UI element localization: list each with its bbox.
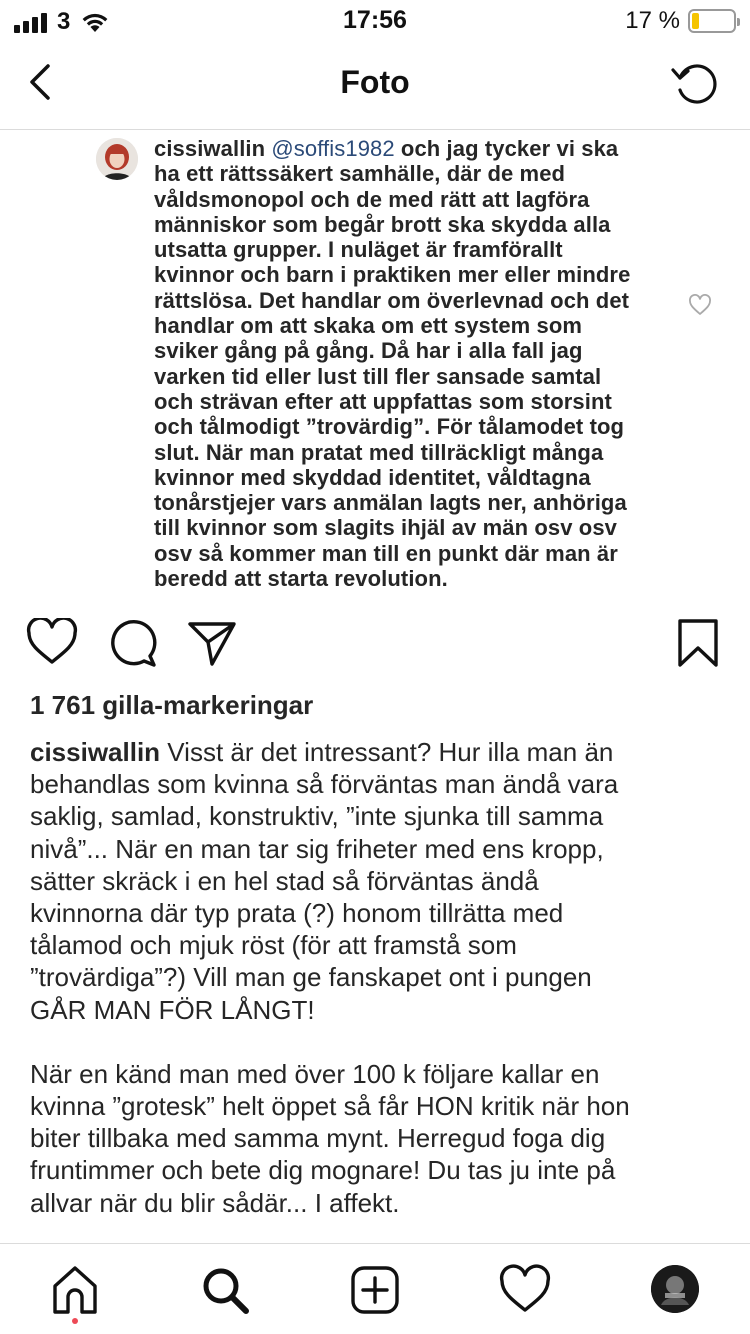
comment-line: människor som begår brott ska skydda alla — [154, 211, 611, 237]
bookmark-icon[interactable] — [676, 618, 720, 668]
comment-line: våldsmonopol och de med rätt att lagföra — [154, 186, 590, 212]
status-bar — [0, 0, 750, 40]
new-post-icon[interactable] — [349, 1264, 401, 1316]
caption-line: fruntimmer och bete dig mognare! Du tas ju inte på — [30, 1155, 616, 1186]
status-time: 17:56 — [343, 6, 407, 34]
caption-line: tålamod och mjuk röst (för att framstå som — [30, 930, 517, 961]
comment-line: kvinnor och barn i praktiken mer eller mindre — [154, 262, 631, 288]
comment-text — [154, 136, 674, 591]
tab-bar — [0, 1243, 750, 1334]
battery-percent: 17 % — [625, 7, 680, 34]
caption-line: GÅR MAN FÖR LÅNGT! — [30, 994, 315, 1025]
caption-line: När en känd man med över 100 k följare kallar en — [30, 1058, 600, 1089]
caption-username[interactable]: cissiwallin — [30, 737, 161, 767]
activity-icon[interactable] — [499, 1264, 551, 1316]
refresh-icon[interactable] — [670, 58, 722, 110]
comment-line: varken tid eller lust till fler sansade samtal — [154, 363, 602, 389]
comment-line: och jag tycker vi ska — [394, 136, 619, 161]
nav-header — [0, 40, 750, 130]
comment-like-icon — [688, 294, 712, 316]
comment-line: sviker gång på gång. Då har i alla fall jag — [154, 338, 583, 364]
caption — [30, 736, 730, 1219]
post-image[interactable] — [0, 130, 750, 600]
caption-line: nivå”... När en man tar sig friheter med ens kropp, — [30, 833, 604, 864]
likes-count[interactable]: 1 761 gilla-markeringar — [30, 690, 314, 720]
battery-level — [692, 13, 699, 29]
comment-line: rättslösa. Det handlar om överlevnad och det — [154, 287, 630, 313]
heart-icon[interactable] — [26, 618, 78, 666]
caption-paragraph — [30, 736, 730, 1026]
comment-line: beredd att starta revolution. — [154, 566, 448, 592]
comment-icon[interactable] — [108, 618, 158, 668]
comment-avatar — [96, 138, 138, 180]
caption-line: saklig, samlad, konstruktiv, ”inte sjunka till samma — [30, 801, 604, 832]
caption-line: ”trovärdiga”?) Vill man ge fanskapet ont i pungen — [30, 962, 592, 993]
carrier-label: 3 — [57, 8, 71, 35]
home-icon[interactable] — [49, 1264, 101, 1316]
caption-line: sätter skräck i en hel stad så förväntas ändå — [30, 865, 539, 896]
caption-line: allvar när du blir sådär... I affekt. — [30, 1187, 400, 1218]
comment-line: osv så kommer man till en punkt där man är — [154, 540, 618, 566]
profile-avatar[interactable] — [651, 1265, 699, 1313]
caption-line: behandlas som kvinna så förväntas man ändå vara — [30, 769, 619, 800]
search-icon[interactable] — [199, 1264, 251, 1316]
comment-line: handlar om att skaka om ett system som — [154, 313, 583, 339]
comment-mention: @soffis1982 — [271, 136, 395, 161]
comment-line: till kvinnor som slagits ihjäl av män osv osv — [154, 515, 617, 541]
comment-line: kvinnor med skyddad identitet, våldtagna — [154, 464, 591, 490]
caption-line: biter tillbaka med samma mynt. Herregud foga dig — [30, 1123, 606, 1154]
comment-line: slut. När man pratat med tillräckligt många — [154, 439, 604, 465]
page-title: Foto — [340, 64, 410, 100]
comment-line: och tålmodigt ”trovärdig”. För tålamodet tog — [154, 414, 625, 440]
caption-line: kvinnorna där typ prata (?) honom tillrätta med — [30, 898, 564, 929]
comment-line: tonårstjejer vars anmälan lagts ner, anhöriga — [154, 490, 627, 516]
action-bar — [0, 612, 750, 674]
status-right — [625, 7, 736, 35]
comment-line: och strävan efter att uppfattas som storsint — [154, 388, 612, 414]
caption-line: Visst är det intressant? Hur illa man än — [160, 737, 614, 767]
send-icon[interactable] — [186, 618, 238, 668]
battery-icon — [688, 9, 736, 33]
comment-line: utsatta grupper. I nuläget är framförallt — [154, 237, 563, 263]
notification-dot — [72, 1318, 78, 1324]
caption-line: kvinna ”grotesk” helt öppet så får HON kritik när hon — [30, 1091, 630, 1122]
comment-line: ha ett rättssäkert samhälle, där de med — [154, 161, 566, 187]
caption-paragraph — [30, 1058, 730, 1219]
comment-username: cissiwallin — [154, 136, 266, 161]
